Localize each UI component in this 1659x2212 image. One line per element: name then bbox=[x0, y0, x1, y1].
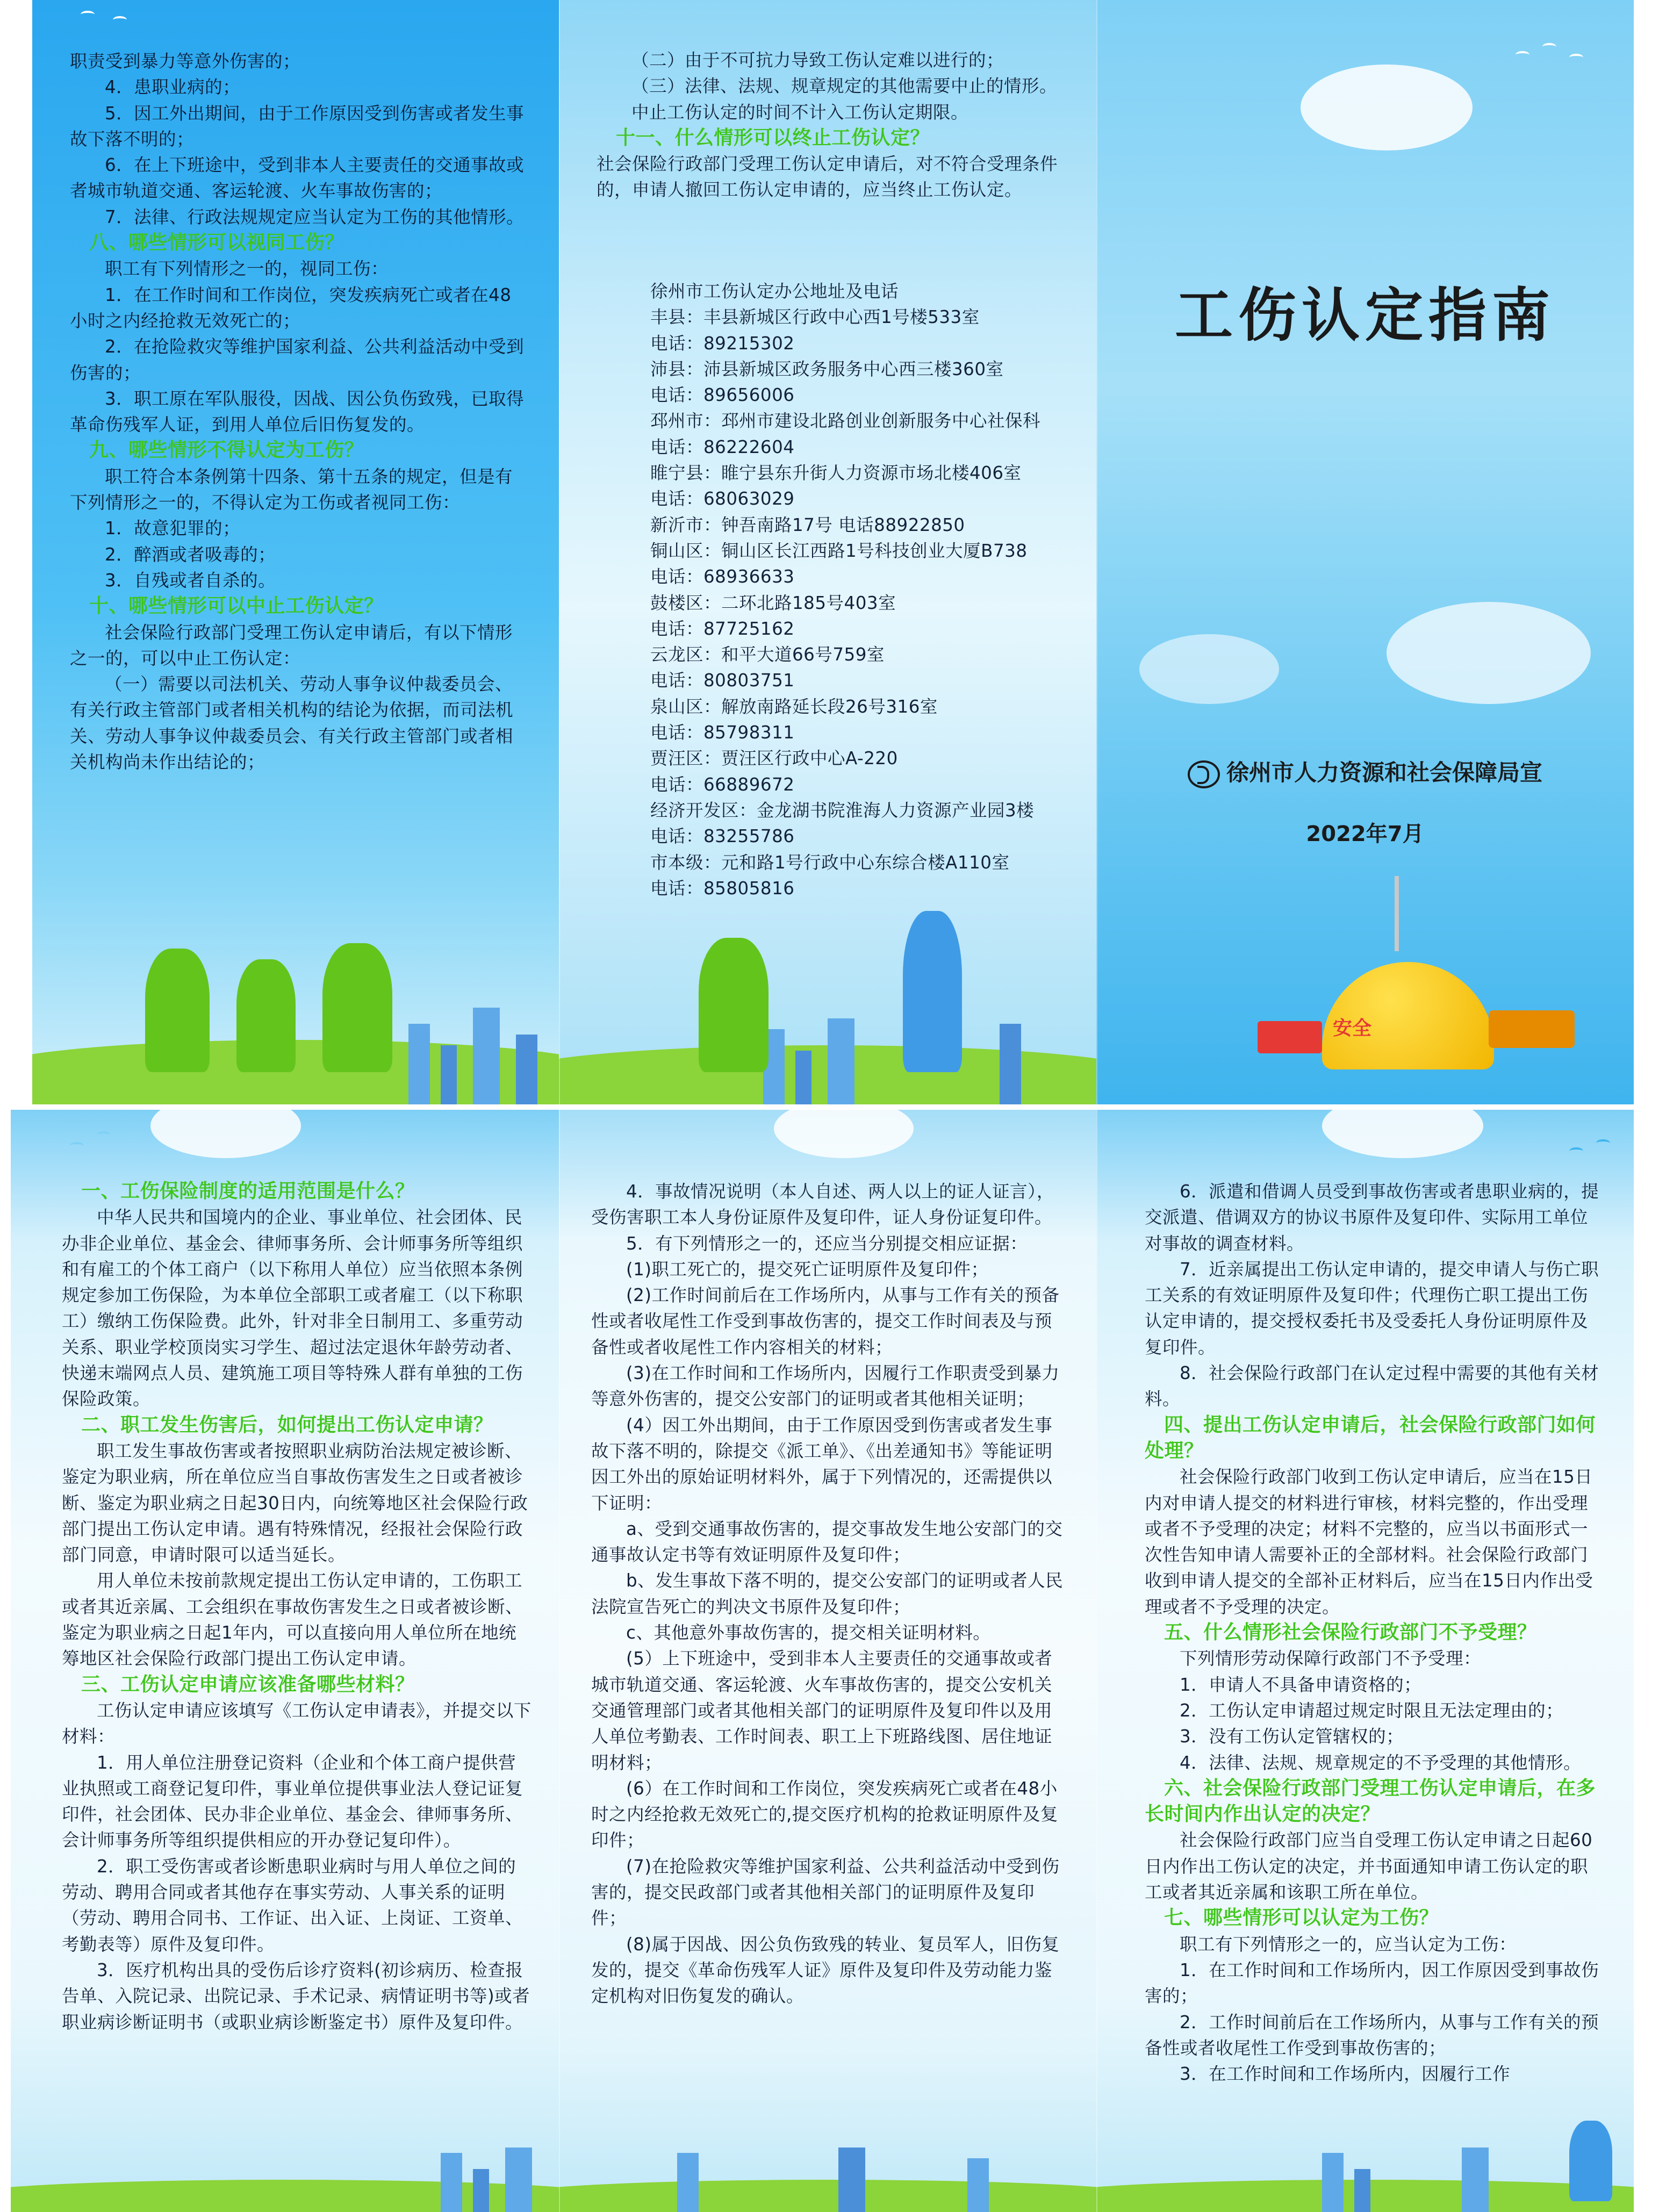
text-line: 8．社会保险行政部门在认定过程中需要的其他有关材料。 bbox=[1145, 1363, 1599, 1410]
cloud bbox=[1387, 602, 1591, 704]
text-line: 用人单位未按前款规定提出工伤认定申请的，工伤职工或者其近亲属、工会组织在事故伤害发生之日或者被诊断、鉴定为职业病之日起1年内，可以直接向用人单位所在地统筹地区社会保险行政部门提出工伤认定申请。 bbox=[62, 1570, 523, 1669]
cover-title: 工伤认定指南 bbox=[1174, 282, 1555, 349]
text-line: 3．职工原在军队服役，因战、因公负伤致残，已取得革命伤残军人证，到用人单位后旧伤复发的。 bbox=[70, 388, 525, 435]
section-heading: 十、哪些情形可以中止工伤认定？ bbox=[89, 595, 384, 617]
text-line: 职工符合本条例第十四条、第十五条的规定，但是有下列情形之一的，不得认定为工伤或者视同工伤： bbox=[70, 466, 513, 513]
ground-illustration bbox=[32, 981, 559, 1104]
contact-line: 市本级：元和路1号行政中心东综合楼A110室 bbox=[650, 852, 1010, 873]
contact-line: 云龙区：和平大道66号759室 bbox=[650, 644, 885, 665]
text-line: 6．在上下班途中，受到非本人主要责任的交通事故或者城市轨道交通、客运轮渡、火车事故伤害的； bbox=[70, 155, 525, 202]
bird-icon bbox=[113, 16, 127, 24]
section-heading: 十一、什么情形可以终止工伤认定？ bbox=[616, 126, 930, 149]
contact-line: 电话：85805816 bbox=[650, 878, 795, 899]
text-line: （一）需要以司法机关、劳动人事争议仲裁委员会、有关行政主管部门或者相关机构的结论为依据，而司法机关、劳动人事争议仲裁委员会、有关行政主管部门或者相关机构尚未作出结论的； bbox=[70, 674, 514, 773]
bird-icon bbox=[70, 1142, 84, 1150]
cloud bbox=[1322, 1110, 1483, 1158]
text-line: 2．工作时间前后在工作场所内，从事与工作有关的预备性或者收尾性工作受到事故伤害的； bbox=[1145, 2012, 1599, 2058]
text-line: 1．用人单位注册登记资料（企业和个体工商户提供营业执照或工商登记复印件，事业单位提供事业法人登记证复印件，社会团体、民办非企业单位、基金会、律师事务所、会计师事务所等组织提供相应的开办登记复印件）。 bbox=[62, 1752, 523, 1851]
text-line: 2．在抢险救灾等维护国家利益、公共利益活动中受到伤害的； bbox=[70, 336, 525, 383]
text-line: 社会保险行政部门受理工伤认定申请后，有以下情形之一的，可以中止工伤认定： bbox=[70, 622, 513, 669]
text-line: 5．有下列情形之一的，还应当分别提交相应证据： bbox=[626, 1233, 1028, 1254]
panel-top-left bbox=[32, 0, 559, 1104]
contact-line: 鼓楼区：二环北路185号403室 bbox=[650, 592, 896, 613]
text-line: （二）由于不可抗力导致工伤认定难以进行的； bbox=[631, 50, 1004, 70]
section-heading: 六、社会保险行政部门受理工伤认定申请后，在多长时间内作出认定的决定？ bbox=[1145, 1777, 1596, 1826]
section-heading: 二、职工发生伤害后，如何提出工伤认定申请？ bbox=[81, 1413, 493, 1436]
contact-line: 电话：80803751 bbox=[650, 670, 795, 691]
section-heading: 七、哪些情形可以认定为工伤？ bbox=[1164, 1907, 1439, 1929]
text-line: 职工有下列情形之一的，应当认定为工伤： bbox=[1180, 1934, 1517, 1955]
text-line: (5）上下班途中，受到非本人主要责任的交通事故或者城市轨道交通、客运轮渡、火车事故伤害的，提交公安机关交通管理部门或者其他相关部门的证明原件及复印件以及用人单位考勤表、工作时间表、职工上下班路线图、居住地证明材料； bbox=[591, 1648, 1053, 1773]
contact-line: 睢宁县：睢宁县东升街人力资源市场北楼406室 bbox=[650, 463, 1022, 484]
panel-bottom-right bbox=[1096, 1110, 1634, 2212]
contacts-block bbox=[650, 278, 1075, 901]
text-line: 4．法律、法规、规章规定的不予受理的其他情形。 bbox=[1180, 1752, 1582, 1773]
text-line: 1．故意犯罪的； bbox=[105, 518, 241, 539]
text-line: b、发生事故下落不明的，提交公安部门的证明或者人民法院宣告死亡的判决文书原件及复印件； bbox=[591, 1570, 1064, 1617]
text-line: 7．近亲属提出工伤认定申请的，提交申请人与伤亡职工关系的有效证明原件及复印件；代理伤亡职工提出工伤认定申请的，提交授权委托书及受委托人身份证明原件及复印件。 bbox=[1145, 1259, 1599, 1358]
cover-org bbox=[1096, 755, 1634, 788]
text-line: 4．事故情况说明（本人自述、两人以上的证人证言），受伤害职工本人身份证原件及复印件，证人身份证复印件。 bbox=[591, 1181, 1054, 1228]
text-line: （三）法律、法规、规章规定的其他需要中止的情形。 bbox=[631, 76, 1058, 97]
text-line: 1．在工作时间和工作场所内，因工作原因受到事故伤害的； bbox=[1145, 1959, 1599, 2007]
contact-line: 铜山区：铜山区长江西路1号科技创业大厦B738 bbox=[650, 540, 1028, 561]
text-line: 4．患职业病的； bbox=[105, 77, 241, 98]
ground-illustration bbox=[559, 2126, 1096, 2212]
cloud bbox=[1301, 64, 1473, 150]
text-line: 5．因工外出期间，由于工作原因受到伤害或者发生事故下落不明的； bbox=[70, 103, 525, 149]
contact-line: 电话：89656006 bbox=[650, 385, 795, 406]
section-heading: 五、什么情形社会保险行政部门不予受理？ bbox=[1164, 1621, 1537, 1644]
text-line: 中止工伤认定的时间不计入工伤认定期限。 bbox=[631, 102, 969, 123]
panel-cover bbox=[1096, 0, 1634, 1104]
contact-line: 电话：89215302 bbox=[650, 333, 795, 354]
bird-icon bbox=[81, 11, 95, 18]
section-heading: 八、哪些情形可以视同工伤？ bbox=[89, 232, 344, 254]
cloud bbox=[1139, 634, 1279, 704]
section-heading: 四、提出工伤认定申请后，社会保险行政部门如何处理？ bbox=[1145, 1413, 1596, 1462]
text-line: (7)在抢险救灾等维护国家利益、公共利益活动中受到伤害的，提交民政部门或者其他相关部门的证明原件及复印件； bbox=[591, 1856, 1060, 1929]
text-line: 社会保险行政部门受理工伤认定申请后，对不符合受理条件的，申请人撤回工伤认定申请的，应当终止工伤认定。 bbox=[597, 154, 1058, 200]
text-line: (4）因工外出期间，由于工作原因受到伤害或者发生事故下落不明的，除提交《派工单》、《出差通知书》等能证明因工外出的原始证明材料外，属于下列情况的，还需提供以下证明： bbox=[591, 1414, 1053, 1513]
bird-icon bbox=[1516, 51, 1529, 59]
text-line: a、受到交通事故伤害的，提交事故发生地公安部门的交通事故认定书等有效证明原件及复印件； bbox=[591, 1518, 1063, 1565]
text-line: 工伤认定申请应该填写《工伤认定申请表》，并提交以下材料： bbox=[62, 1700, 532, 1747]
panel-bottom-right-text bbox=[1145, 1179, 1601, 2087]
contact-line: 丰县：丰县新城区行政中心西1号楼533室 bbox=[650, 307, 980, 328]
contact-line: 邳州市：邳州市建设北路创业创新服务中心社保科 bbox=[650, 411, 1041, 432]
cover-org-text: 徐州市人力资源和社会保障局宣 bbox=[1226, 759, 1542, 786]
cloud bbox=[150, 1110, 301, 1158]
text-line: (8)属于因战、因公负伤致残的转业、复员军人，旧伤复发的，提交《革命伤残军人证》原件及复印件及劳动能力鉴定机构对旧伤复发的确认。 bbox=[591, 1934, 1060, 2007]
text-line: 职工有下列情形之一的，视同工伤： bbox=[105, 258, 389, 279]
text-line: 职工发生事故伤害或者按照职业病防治法规定被诊断、鉴定为职业病，所在单位应当自事故伤害发生之日或者被诊断、鉴定为职业病之日起30日内，向统筹地区社会保险行政部门提出工伤认定申请。遇有特殊情况，经报社会保险行政部门同意，申请时限可以适当延长。 bbox=[62, 1440, 528, 1565]
contact-line: 电话：87725162 bbox=[650, 618, 795, 639]
bird-icon bbox=[1596, 1139, 1610, 1147]
text-line: 6．派遣和借调人员受到事故伤害或者患职业病的，提交派遣、借调双方的协议书原件及复印件、实际用工单位对事故的调查材料。 bbox=[1145, 1181, 1599, 1254]
text-line: (1)职工死亡的，提交死亡证明原件及复印件； bbox=[626, 1259, 989, 1280]
bird-icon bbox=[1569, 1147, 1583, 1155]
cloud bbox=[774, 1110, 914, 1158]
panel-bottom-middle-text bbox=[591, 1179, 1069, 2009]
text-line: 1．在工作时间和工作岗位，突发疾病死亡或者在48小时之内经抢救无效死亡的； bbox=[70, 284, 512, 331]
contact-line: 新沂市：钟吾南路17号 电话88922850 bbox=[650, 514, 965, 535]
text-line: (3)在工作时间和工作场所内，因履行工作职责受到暴力等意外伤害的，提交公安部门的证明或者其他相关证明； bbox=[591, 1363, 1060, 1410]
contacts-title: 徐州市工伤认定办公地址及电话 bbox=[650, 281, 899, 301]
panel-bottom-left-text bbox=[62, 1179, 532, 2035]
contact-line: 电话：85798311 bbox=[650, 722, 795, 743]
text-line: 职责受到暴力等意外伤害的； bbox=[70, 51, 301, 71]
cover-date: 2022年7月 bbox=[1306, 822, 1424, 846]
section-heading: 三、工伤认定申请应该准备哪些材料？ bbox=[81, 1673, 415, 1696]
text-line: 社会保险行政部门应当自受理工伤认定申请之日起60日内作出工伤认定的决定，并书面通知申请工伤认定的职工或者其近亲属和该职工所在单位。 bbox=[1145, 1830, 1593, 1903]
bird-icon bbox=[1542, 43, 1556, 51]
panel-top-middle bbox=[559, 0, 1096, 1104]
text-line: 1．申请人不具备申请资格的； bbox=[1180, 1674, 1422, 1695]
contacts-list bbox=[650, 304, 1075, 901]
text-line: 2．工伤认定申请超过规定时限且无法定理由的； bbox=[1180, 1700, 1564, 1721]
text-line: 社会保险行政部门收到工伤认定申请后，应当在15日内对申请人提交的材料进行审核，材料完整的，作出受理或者不予受理的决定；材料不完整的，应当以书面形式一次性告知申请人需要补正的全部材料。社会保险行政部门收到申请人提交的全部补正材料后，应当在15日内作出受理或者不予受理的决定。 bbox=[1145, 1467, 1593, 1617]
helmet-label: 安全 bbox=[1333, 1017, 1372, 1039]
social-security-logo-icon bbox=[1188, 760, 1220, 788]
panel-bottom-middle bbox=[559, 1110, 1096, 2212]
contact-line: 电话：83255786 bbox=[650, 826, 795, 847]
text-line: 7．法律、行政法规规定应当认定为工伤的其他情形。 bbox=[105, 206, 525, 227]
text-line: 2．职工受伤害或者诊断患职业病时与用人单位之间的劳动、聘用合同或者其他存在事实劳动、人事关系的证明（劳动、聘用合同书、工作证、出入证、上岗证、工资单、考勤表等）原件及复印件。 bbox=[62, 1856, 523, 1955]
section-heading: 一、工伤保险制度的适用范围是什么？ bbox=[81, 1180, 415, 1202]
text-line: 3．自残或者自杀的。 bbox=[105, 570, 276, 591]
text-line: (6）在工作时间和工作岗位，突发疾病死亡或者在48小时之内经抢救无效死亡的,提交医疗机构的抢救证明原件及复印件； bbox=[591, 1778, 1058, 1851]
text-line: 下列情形劳动保障行政部门不予受理： bbox=[1180, 1648, 1482, 1669]
panel-bottom-left bbox=[11, 1110, 559, 2212]
panel-top-left-text bbox=[70, 48, 527, 775]
ground-illustration bbox=[1096, 2126, 1634, 2212]
text-line: 2．醉酒或者吸毒的； bbox=[105, 544, 276, 565]
truck-icon bbox=[1258, 1021, 1322, 1053]
text-line: 3．没有工伤认定管辖权的； bbox=[1180, 1726, 1404, 1747]
contact-line: 电话：66889672 bbox=[650, 774, 795, 795]
contact-line: 泉山区：解放南路延长段26号316室 bbox=[650, 696, 938, 717]
panel-top-middle-text bbox=[597, 47, 1064, 203]
text-line: 中华人民共和国境内的企业、事业单位、社会团体、民办非企业单位、基金会、律师事务所、会计师事务所等组织和有雇工的个体工商户（以下称用人单位）应当依照本条例规定参加工伤保险，为本单位全部职工或者雇工（以下称职工）缴纳工伤保险费。此外，针对非全日制用工、多重劳动关系、职业学校顶岗实习学生、超过法定退休年龄劳动者、快递末端网点人员、建筑施工项目等特殊人群有单独的工伤保险政策。 bbox=[62, 1207, 523, 1410]
contact-line: 经济开发区：金龙湖书院淮海人力资源产业园3楼 bbox=[650, 800, 1035, 821]
crane-hook-icon bbox=[1395, 876, 1399, 951]
ground-illustration bbox=[11, 2126, 559, 2212]
text-line: 3．在工作时间和工作场所内，因履行工作 bbox=[1180, 2064, 1511, 2085]
text-line: 3．医疗机构出具的受伤后诊疗资料(初诊病历、检查报告单、入院记录、出院记录、手术记录、病情证明书等)或者职业病诊断证明书（或职业病诊断鉴定书）原件及复印件。 bbox=[62, 1959, 530, 2033]
bird-icon bbox=[1569, 54, 1583, 61]
ground-illustration bbox=[559, 981, 1096, 1104]
contact-line: 电话：68063029 bbox=[650, 489, 795, 509]
bulldozer-icon bbox=[1489, 1010, 1575, 1048]
text-line: c、其他意外事故伤害的，提交相关证明材料。 bbox=[626, 1622, 991, 1643]
contact-line: 电话：68936633 bbox=[650, 566, 795, 587]
text-line: (2)工作时间前后在工作场所内，从事与工作有关的预备性或者收尾性工作受到事故伤害的，提交工作时间表及与预备性或者收尾性工作内容相关的材料； bbox=[591, 1285, 1060, 1358]
contact-line: 电话：86222604 bbox=[650, 436, 795, 457]
safety-helmet-icon bbox=[1322, 962, 1494, 1069]
contact-line: 贾汪区：贾汪区行政中心A-220 bbox=[650, 748, 898, 769]
bird-icon bbox=[97, 1131, 111, 1139]
contact-line: 沛县：沛县新城区政务服务中心西三楼360室 bbox=[650, 358, 1004, 379]
section-heading: 九、哪些情形不得认定为工伤？ bbox=[89, 439, 364, 462]
